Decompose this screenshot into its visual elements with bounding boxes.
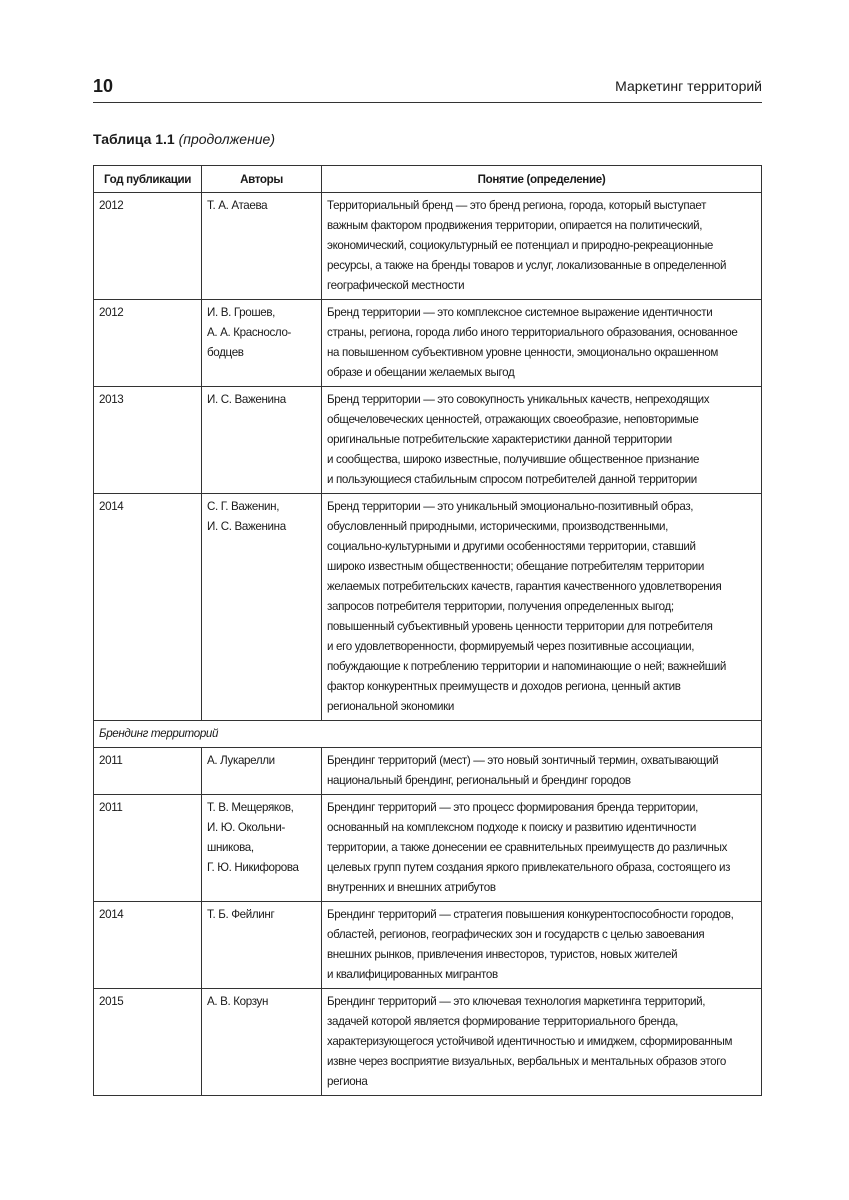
cell-authors [202,494,322,721]
table-row [94,902,762,989]
definition-line: фактор конкурентных преимуществ и доходов региона, ценный актив [327,680,681,693]
table-body-brand [94,193,762,721]
definition-line: национальный брендинг, региональный и брендинг городов [327,774,631,787]
cell-authors [202,795,322,902]
author-line: А. В. Корзун [207,995,269,1008]
cell-year: 2013 [94,387,202,494]
cell-year: 2012 [94,300,202,387]
author-line: Т. В. Мещеряков, [207,801,294,814]
definition-line: и его удовлетворенности, формируемый через позитивные ассоциации, [327,640,695,653]
table-row [94,193,762,300]
cell-definition [322,494,762,721]
definition-line: социально-культурными и другими особенностями территории, ставший [327,540,696,553]
definition-line: и квалифицированных мигрантов [327,968,498,981]
definition-line: важным фактором продвижения территории, опирается на политический, [327,219,703,232]
cell-definition [322,748,762,795]
column-header-definition: Понятие (определение) [322,166,762,193]
author-line: А. А. Красносло- [207,326,292,339]
definition-line: запросов потребителя территории, получения определенных выгод; [327,600,674,613]
definition-line: обусловленный природными, историческими, производственными, [327,520,669,533]
cell-authors [202,989,322,1096]
definition-line: Брендинг территорий — это процесс формирования бренда территории, [327,801,699,814]
author-line: С. Г. Важенин, [207,500,280,513]
table-caption [93,131,275,147]
page-number: 10 [93,76,114,96]
definition-line: географической местности [327,279,465,292]
column-header-year: Год публикации [94,166,202,193]
page-header [93,76,762,103]
definition-line: образе и обещании желаемых выгод [327,366,515,379]
cell-year: 2011 [94,748,202,795]
definition-line: побуждающие к потреблению территории и напоминающие о ней; важнейший [327,660,727,673]
cell-authors [202,193,322,300]
cell-definition [322,193,762,300]
author-line: Т. Б. Фейлинг [207,908,275,921]
definition-line: целевых групп путем создания яркого привлекательного образа, состоящего из [327,861,731,874]
table-row [94,300,762,387]
cell-definition [322,387,762,494]
author-line: И. С. Важенина [207,520,286,533]
author-line: И. В. Грошев, [207,306,276,319]
definition-line: территории, а также донесении ее сравнительных преимуществ до различных [327,841,728,854]
definition-line: повышенный субъективный уровень ценности территории для потребителя [327,620,713,633]
table-body-branding [94,748,762,1096]
cell-definition [322,795,762,902]
definition-line: Бренд территории — это совокупность уникальных качеств, непреходящих [327,393,710,406]
definition-line: Бренд территории — это комплексное системное выражение идентичности [327,306,713,319]
author-line: шникова, [207,841,254,854]
definition-line: экономический, социокультурный ее потенциал и природно-рекреационные [327,239,714,252]
definitions-table [93,165,762,1096]
cell-authors [202,902,322,989]
definition-line: региона [327,1075,368,1088]
table-row [94,494,762,721]
definition-line: общечеловеческих ценностей, отражающих своеобразие, неповторимые [327,413,699,426]
cell-year: 2012 [94,193,202,300]
definition-line: извне через восприятие визуальных, вербальных и ментальных образов этого [327,1055,727,1068]
table-row [94,748,762,795]
cell-year: 2011 [94,795,202,902]
definition-line: Брендинг территорий (мест) — это новый зонтичный термин, охватывающий [327,754,719,767]
definition-line: на повышенном субъективном уровне ценности, эмоционально окрашенном [327,346,718,359]
author-line: А. Лукарелли [207,754,275,767]
definition-line: внутренних и внешних атрибутов [327,881,496,894]
cell-year: 2014 [94,494,202,721]
definition-line: Брендинг территорий — это ключевая технология маркетинга территорий, [327,995,706,1008]
definition-line: Брендинг территорий — стратегия повышения конкурентоспособности городов, [327,908,734,921]
definition-line: желаемых потребительских качеств, гарантия качественного удовлетворения [327,580,722,593]
table-row [94,989,762,1096]
table-row [94,795,762,902]
column-header-authors: Авторы [202,166,322,193]
definition-line: основанный на комплексном подходе к поиску и развитию идентичности [327,821,697,834]
definition-line: страны, региона, города либо иного территориального образования, основанное [327,326,738,339]
definition-line: широко известным общественности; обещание потребителям территории [327,560,705,573]
table-row [94,387,762,494]
cell-authors [202,300,322,387]
section-heading: Брендинг территорий [94,721,762,748]
table-caption-note: (продолжение) [178,131,276,147]
table-header-row [94,166,762,193]
cell-authors [202,748,322,795]
author-line: И. С. Важенина [207,393,286,406]
cell-definition [322,989,762,1096]
definition-line: задачей которой является формирование территориального бренда, [327,1015,679,1028]
definition-line: региональной экономики [327,700,454,713]
definition-line: областей, регионов, географических зон и государств с целью завоевания [327,928,705,941]
section-heading-row [94,721,762,748]
cell-definition [322,902,762,989]
definition-line: и сообщества, широко известные, получившие общественное признание [327,453,700,466]
cell-year: 2014 [94,902,202,989]
table-caption-label: Таблица 1.1 [93,131,175,147]
definition-line: характеризующегося устойчивой идентичностью и имиджем, сформированным [327,1035,733,1048]
cell-definition [322,300,762,387]
author-line: Г. Ю. Никифорова [207,861,299,874]
definition-line: ресурсы, а также на бренды товаров и услуг, локализованные в определенной [327,259,727,272]
definition-line: Территориальный бренд — это бренд региона, города, который выступает [327,199,707,212]
definition-line: внешних рынков, привлечения инвесторов, туристов, новых жителей [327,948,678,961]
running-title: Маркетинг территорий [615,78,762,94]
author-line: бодцев [207,346,244,359]
definition-line: Бренд территории — это уникальный эмоционально-позитивный образ, [327,500,694,513]
definition-line: и пользующиеся стабильным спросом потребителей данной территории [327,473,697,486]
cell-authors [202,387,322,494]
author-line: И. Ю. Окольни- [207,821,285,834]
cell-year: 2015 [94,989,202,1096]
definition-line: оригинальные потребительские характеристики данной территории [327,433,672,446]
author-line: Т. А. Атаева [207,199,268,212]
